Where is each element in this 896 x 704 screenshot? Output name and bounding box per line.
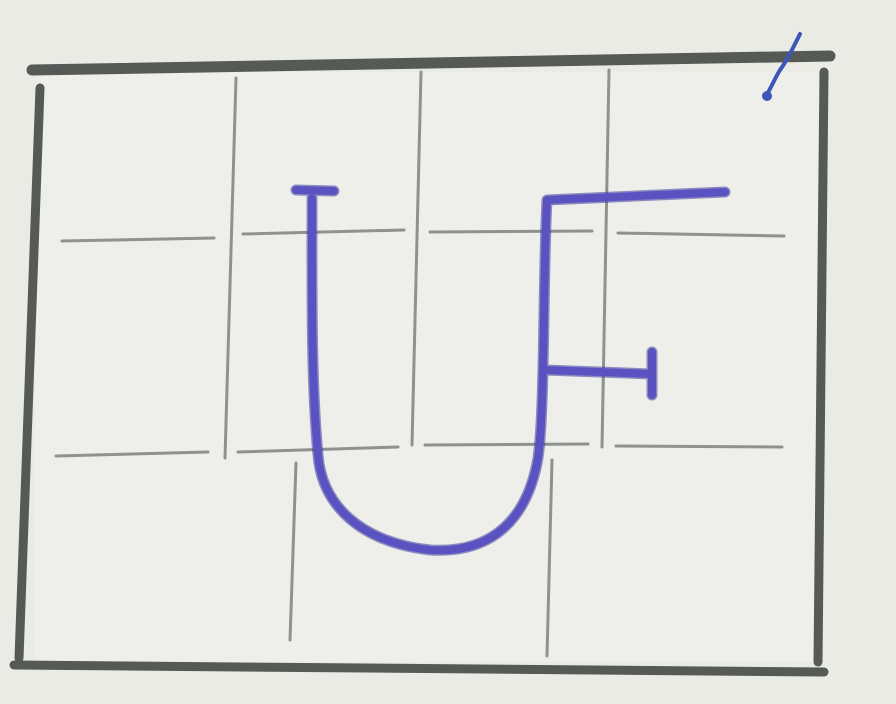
guide-horizontal-lower-4 bbox=[616, 446, 782, 447]
guide-horizontal-lower-3 bbox=[425, 444, 588, 445]
paper-inner-field bbox=[35, 72, 820, 662]
ink-mark-dot bbox=[764, 93, 770, 99]
guide-horizontal-upper-3 bbox=[430, 231, 592, 232]
frame-right-line bbox=[818, 72, 824, 662]
